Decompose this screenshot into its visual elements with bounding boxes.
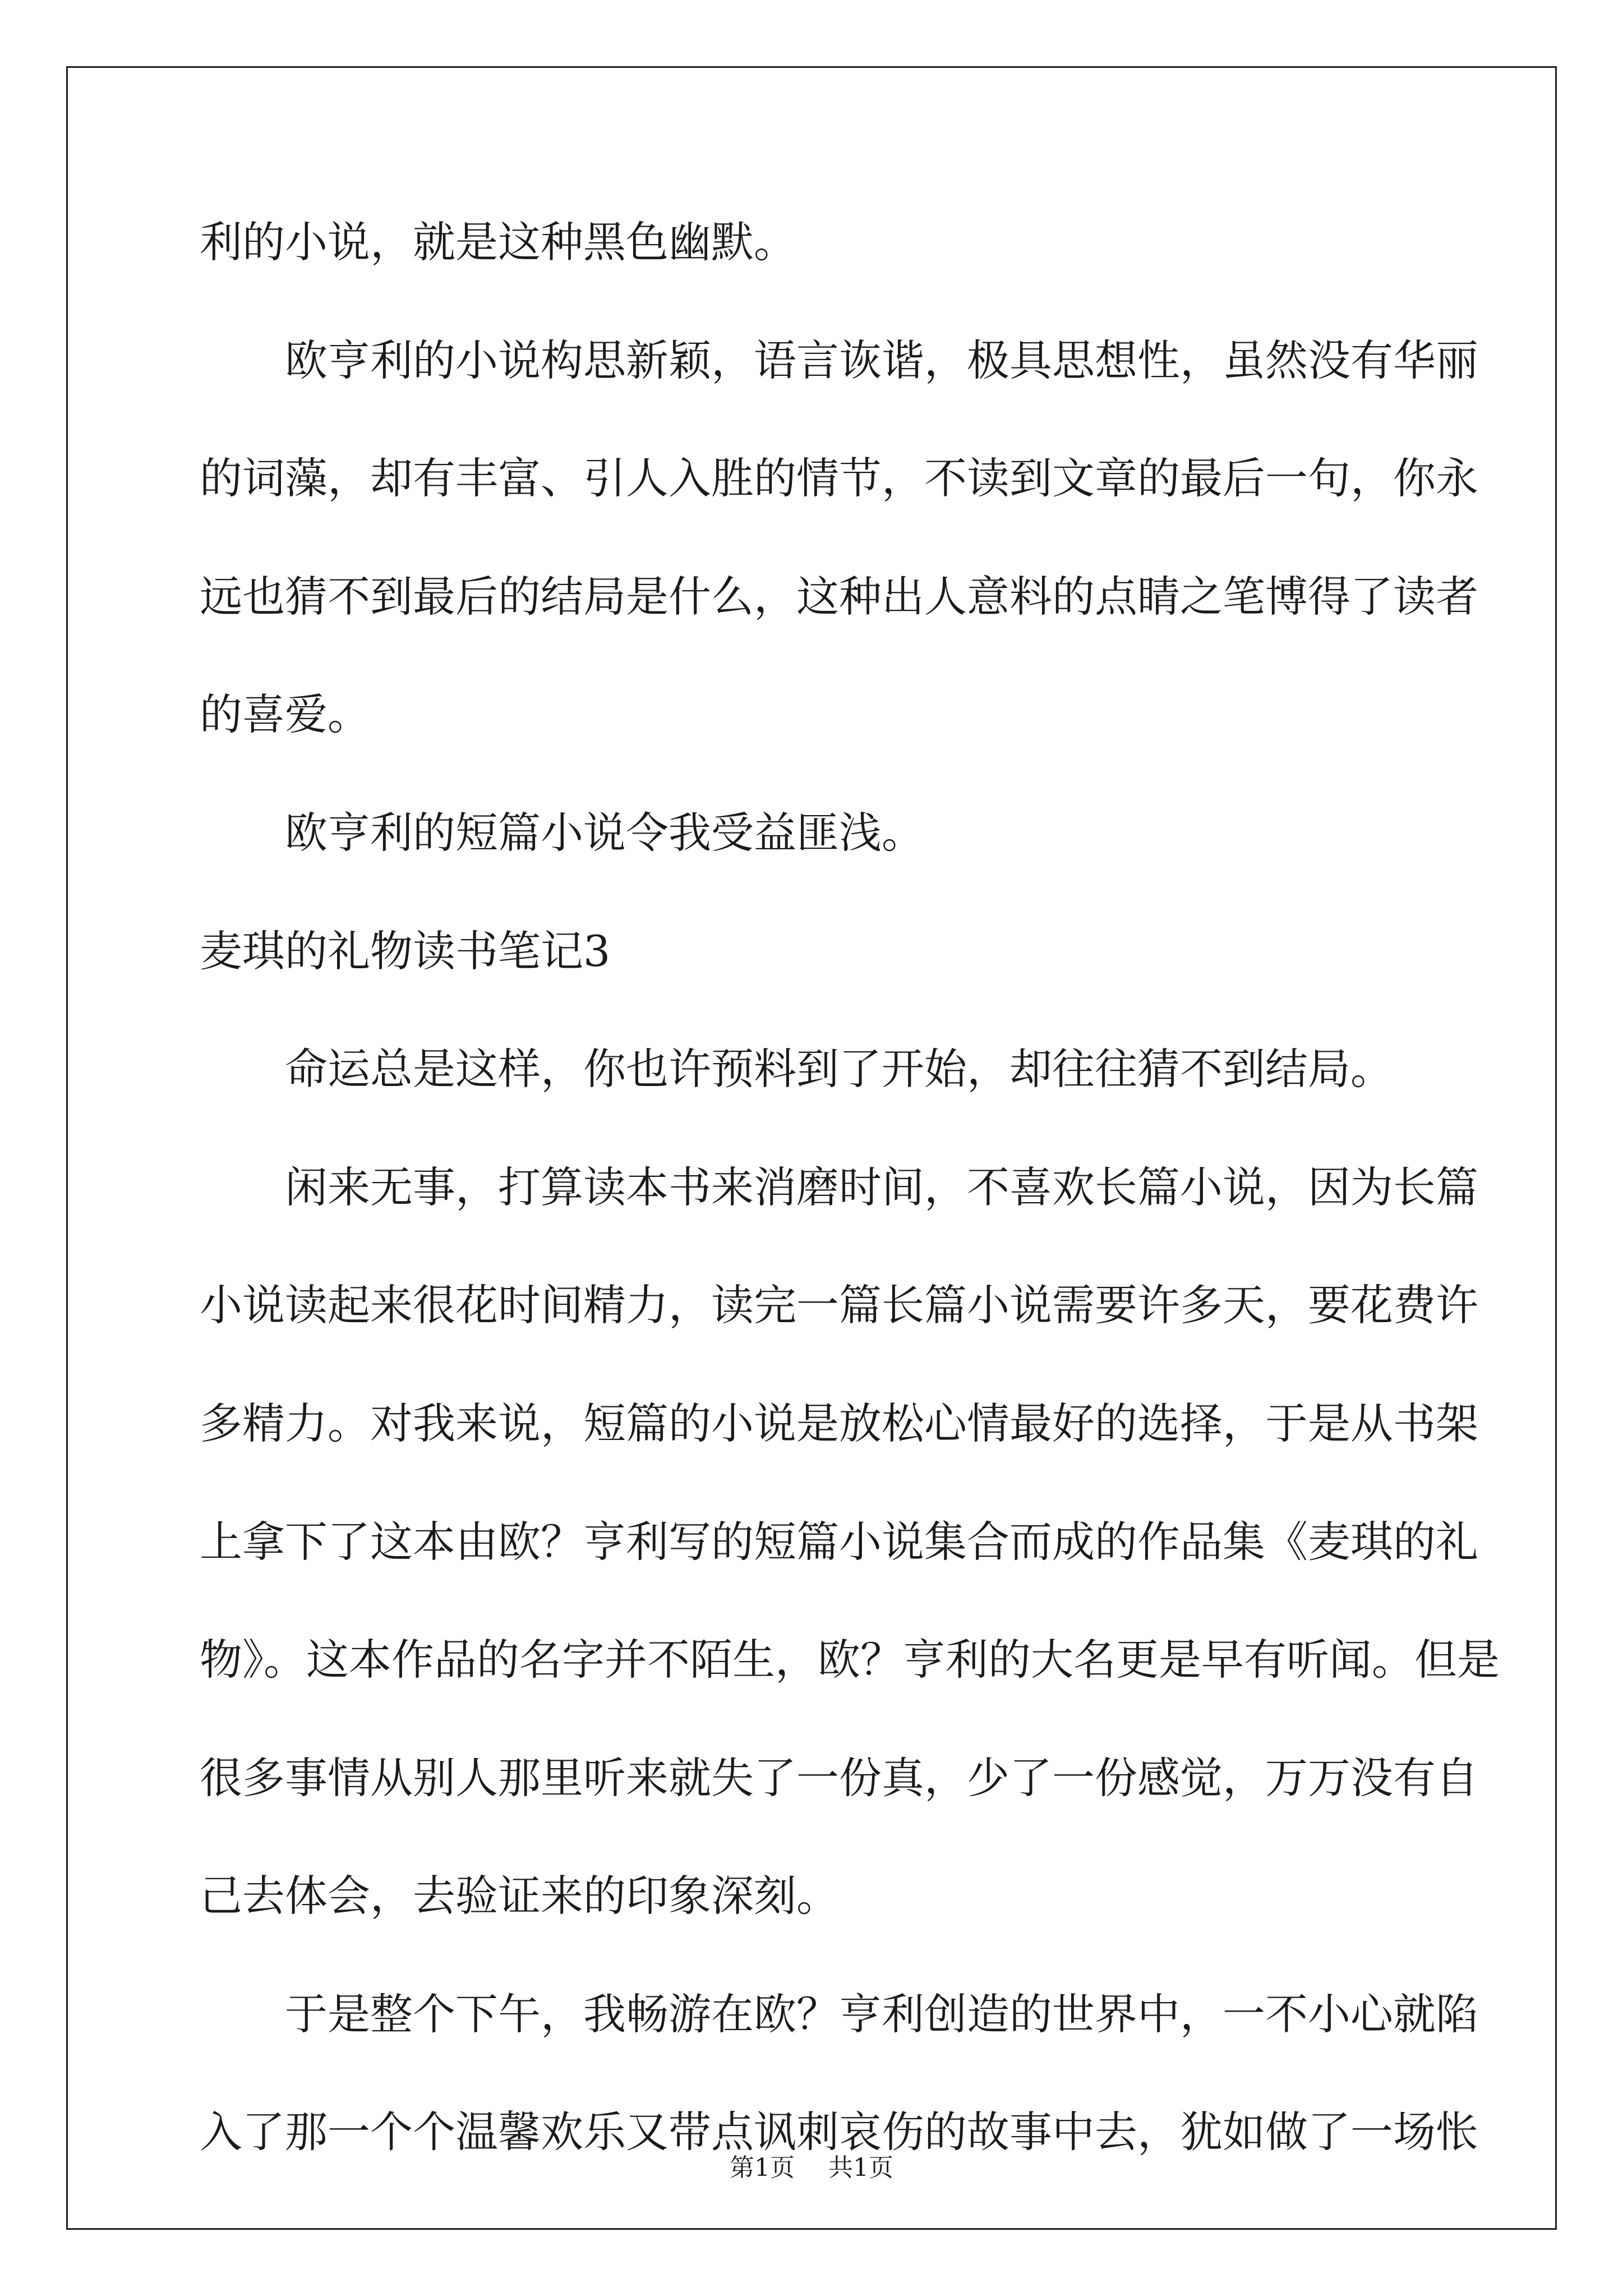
text-line: 物》。这本作品的名字并不陌生，欧？亨利的大名更是早有听闻。但是 [200,1635,1500,1685]
text-line: 利的小说，就是这种黑色幽默。 [200,217,796,267]
text-line: 闲来无事，打算读本书来消磨时间，不喜欢长篇小说，因为长篇 [285,1162,1478,1212]
text-line: 小说读起来很花时间精力，读完一篇长篇小说需要许多天，要花费许 [200,1280,1478,1330]
text-line: 远也猜不到最后的结局是什么，这种出人意料的点睛之笔博得了读者 [200,572,1478,622]
page-number: 第1页 [730,2154,795,2182]
text-line: 上拿下了这本由欧？亨利写的短篇小说集合而成的作品集《麦琪的礼 [200,1517,1478,1567]
text-line: 己去体会，去验证来的印象深刻。 [200,1871,839,1921]
text-line: 多精力。对我来说，短篇的小说是放松心情最好的选择，于是从书架 [200,1398,1478,1448]
text-line: 于是整个下午，我畅游在欧？亨利创造的世界中，一不小心就陷 [285,1989,1478,2039]
text-line: 欧亨利的短篇小说令我受益匪浅。 [285,808,924,858]
text-line: 命运总是这样，你也许预料到了开始，却往往猜不到结局。 [285,1044,1393,1094]
section-heading: 麦琪的礼物读书笔记3 [200,926,611,976]
text-line: 的喜爱。 [200,689,370,739]
text-line: 的词藻，却有丰富、引人入胜的情节，不读到文章的最后一句，你永 [200,453,1478,503]
page-footer [0,2151,1623,2185]
page-total: 共1页 [828,2154,893,2182]
text-line: 很多事情从别人那里听来就失了一份真，少了一份感觉，万万没有自 [200,1753,1478,1803]
text-line: 欧亨利的小说构思新颖，语言诙谐，极具思想性，虽然没有华丽 [285,335,1478,385]
text-line: 入了那一个个温馨欢乐又带点讽刺哀伤的故事中去，犹如做了一场怅 [200,2107,1478,2157]
